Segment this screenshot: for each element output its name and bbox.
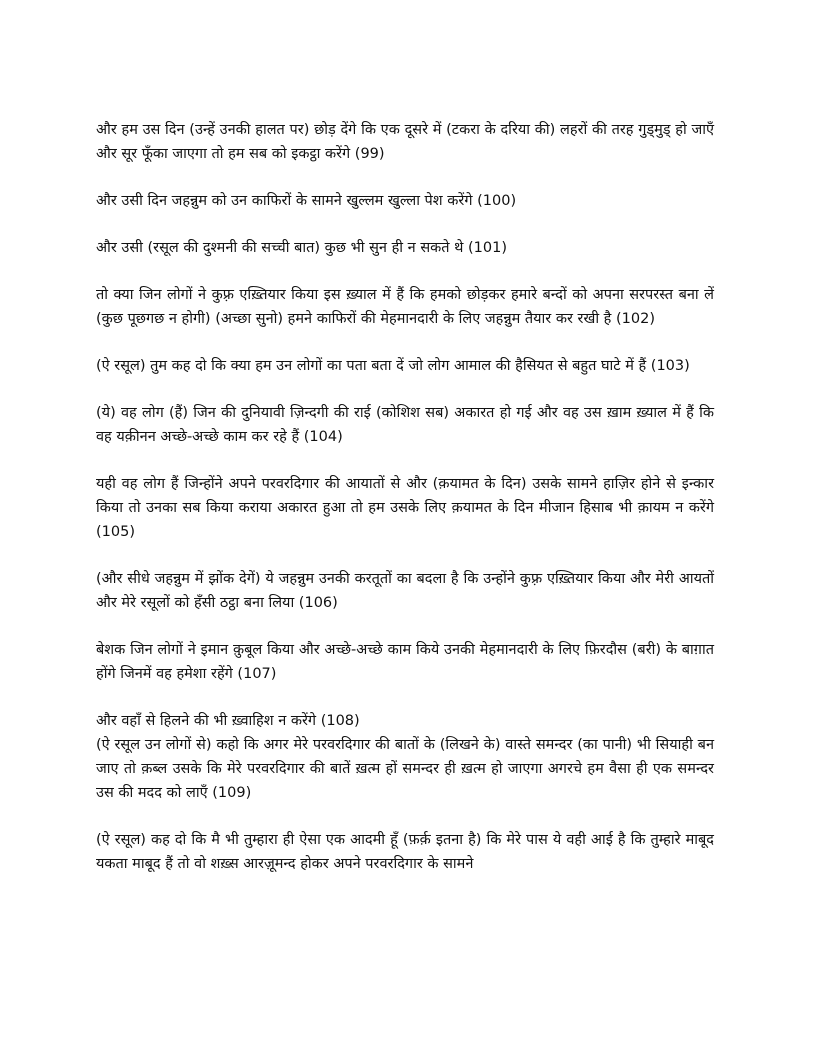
verse-103: (ऐ रसूल) तुम कह दो कि क्या हम उन लोगों का पता बता दें जो लोग आमाल की हैसियत से बहुत घाटे में हैं (103) — [96, 358, 690, 374]
verse-101: और उसी (रसूल की दुश्मनी की सच्ची बात) कुछ भी सुन ही न सकते थे (101) — [96, 240, 507, 256]
document-page — [96, 118, 714, 899]
verse-99: और हम उस दिन (उन्हें उनकी हालत पर) छोड़ देंगे कि एक दूसरे में (टकरा के दरिया की) लहरों की तरह गुड्मुड् हो जाएँ और सूर फूँका जाएगा तो हम सब को इकट्ठा करेंगे (99) — [96, 122, 714, 162]
verse-102: तो क्या जिन लोगों ने कुफ़्र एख़्तियार किया इस ख़्याल में हैं कि हमको छोड़कर हमारे बन्दों को अपना सरपरस्त बना लें (कुछ पूछगछ न होगी) (अच्छा सुनो) हमने काफिरों की मेहमानदारी के लिए जहन्नुम तैयार कर रखी है (102) — [96, 287, 714, 327]
verse-100: और उसी दिन जहन्नुम को उन काफिरों के सामने खुल्लम खुल्ला पेश करेंगे (100) — [96, 193, 517, 209]
verse-106: (और सीधे जहन्नुम में झोंक देगें) ये जहन्नुम उनकी करतूतों का बदला है कि उन्होंने कुफ़्र एख़्तियार किया और मेरी आयतों और मेरे रसूलों को हँसी ठट्ठा बना लिया (106) — [96, 571, 714, 611]
verse-109: (ऐ रसूल उन लोगों से) कहो कि अगर मेरे परवरदिगार की बातों के (लिखने के) वास्ते समन्दर (का पानी) भी सियाही बन जाए तो क़ब्ल उसके कि मेरे परवरदिगार की बातें ख़त्म हों समन्दर ही ख़त्म हो जाएगा अगरचे हम वैसा ही एक समन्दर उस की मदद को लाएँ (109) — [96, 737, 714, 801]
verse-110: (ऐ रसूल) कह दो कि मै भी तुम्हारा ही ऐसा एक आदमी हूँ (फ़र्क़ इतना है) कि मेरे पास ये वही आई है कि तुम्हारे माबूद यकता माबूद हैं तो वो शख़्स आरज़ूमन्द होकर अपने परवरदिगार के सामने — [96, 832, 714, 872]
verse-104: (ये) वह लोग (हैं) जिन की दुनियावी ज़िन्दगी की राई (कोशिश सब) अकारत हो गई और वह उस ख़ाम ख़्याल में हैं कि वह यक़ीनन अच्छे-अच्छे काम कर रहे हैं (104) — [96, 405, 714, 445]
verse-105: यही वह लोग हैं जिन्होंने अपने परवरदिगार की आयातों से और (क़यामत के दिन) उसके सामने हाज़िर होने से इन्कार किया तो उनका सब किया कराया अकारत हुआ तो हम उसके लिए क़यामत के दिन मीजान हिसाब भी क़ायम न करेंगे (105) — [96, 476, 714, 540]
verse-107: बेशक जिन लोगों ने इमान क़ुबूल किया और अच्छे-अच्छे काम किये उनकी मेहमानदारी के लिए फ़िरदौस (बरी) के बाग़ात होंगे जिनमें वह हमेशा रहेंगे (107) — [96, 642, 714, 682]
verse-108: और वहाँ से हिलने की भी ख़्वाहिश न करेंगे (108) — [96, 713, 360, 729]
